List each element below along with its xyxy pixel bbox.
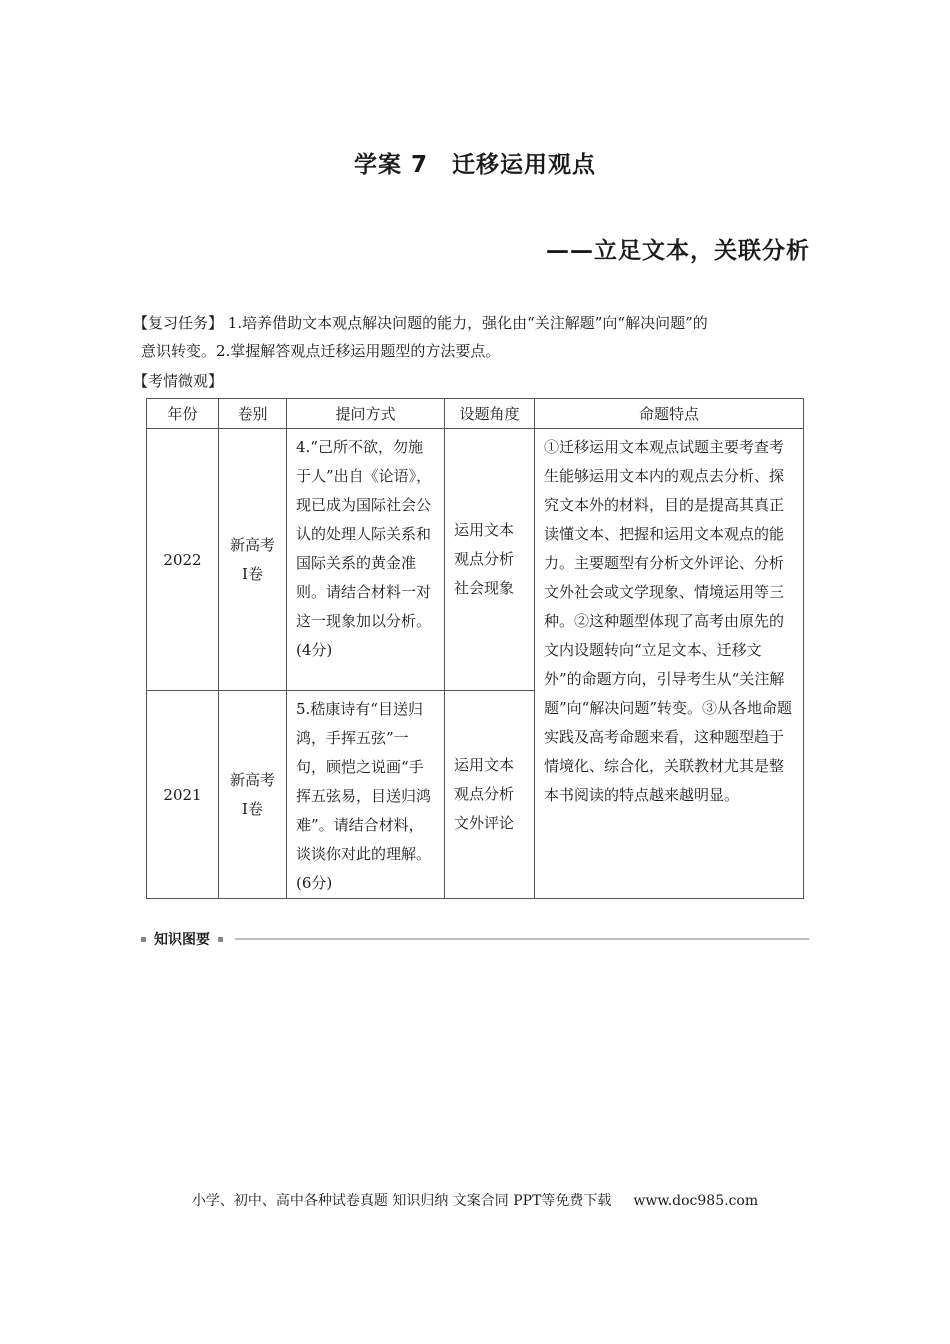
header-paper: 卷别: [219, 399, 287, 429]
review-task-text-1: 1.培养借助文本观点解决问题的能力，强化由“关注解题”向“解决问题”的: [223, 314, 708, 332]
review-task-line-1: [133, 309, 813, 337]
cell-paper-line-2: Ⅰ卷: [242, 799, 263, 818]
header-question: 提问方式: [287, 399, 445, 429]
page-subtitle: ——立足文本，关联分析: [546, 238, 810, 264]
cell-paper: [219, 691, 287, 899]
exam-view-label: 【考情微观】: [133, 372, 224, 390]
footer-text: 小学、初中、高中各种试卷真题 知识归纳 文案合同 PPT等免费下载: [191, 1193, 612, 1209]
cell-angle-line-3: 文外评论: [454, 814, 515, 832]
knowledge-map-heading: [141, 929, 809, 949]
footer-url[interactable]: www.doc985.com: [633, 1193, 759, 1209]
cell-angle-line-2: 观点分析: [454, 550, 515, 568]
cell-features: ①迁移运用文本观点试题主要考查考生能够运用文本内的观点去分析、探究文本外的材料，目的是提高其真正读懂文本、把握和运用文本观点的能力。主要题型有分析文外评论、分析文外社会或文学现象、情境运用等三种。②这种题型体现了高考由原先的文内设题转向“立足文本、迁移文外”的命题方向，引导考生从“关注解题”向“解决问题”转变。③从各地命题实践及高考命题来看，这种题型趋于情境化、综合化，关联教材尤其是整本书阅读的特点越来越明显。: [535, 429, 804, 899]
header-features: 命题特点: [535, 399, 804, 429]
cell-angle: [445, 429, 535, 691]
review-task: [133, 309, 813, 365]
cell-angle-line-3: 社会现象: [454, 579, 515, 597]
cell-paper-line-1: 新高考: [229, 535, 275, 554]
footer: [0, 1190, 950, 1210]
cell-angle-line-1: 运用文本: [454, 521, 515, 539]
table-row: [147, 429, 804, 691]
square-bullet-icon: [141, 937, 146, 942]
review-task-label: 【复习任务】: [133, 314, 224, 332]
cell-angle-line-2: 观点分析: [454, 785, 515, 803]
knowledge-map-label: 知识图要: [154, 932, 210, 948]
header-angle: 设题角度: [445, 399, 535, 429]
square-bullet-icon: [218, 937, 223, 942]
table-header-row: [147, 399, 804, 429]
cell-year: 2021: [147, 691, 219, 899]
cell-paper: [219, 429, 287, 691]
exam-table: [146, 398, 804, 899]
cell-question: 4.“己所不欲，勿施于人”出自《论语》，现已成为国际社会公认的处理人际关系和国际关系的黄金准则。请结合材料一对这一现象加以分析。(4分): [287, 429, 445, 691]
cell-paper-line-2: Ⅰ卷: [242, 564, 263, 583]
cell-paper-line-1: 新高考: [229, 770, 275, 789]
cell-year: 2022: [147, 429, 219, 691]
header-year: 年份: [147, 399, 219, 429]
cell-angle: [445, 691, 535, 899]
review-task-text-2: 意识转变。2.掌握解答观点迁移运用题型的方法要点。: [141, 342, 501, 360]
page-title: 学案 7 迁移运用观点: [353, 152, 596, 178]
divider-line: [235, 938, 809, 940]
cell-angle-line-1: 运用文本: [454, 756, 515, 774]
cell-question: 5.嵇康诗有“目送归鸿，手挥五弦”一句，顾恺之说画“手挥五弦易，目送归鸿难”。请结合材料，谈谈你对此的理解。(6分): [287, 691, 445, 899]
